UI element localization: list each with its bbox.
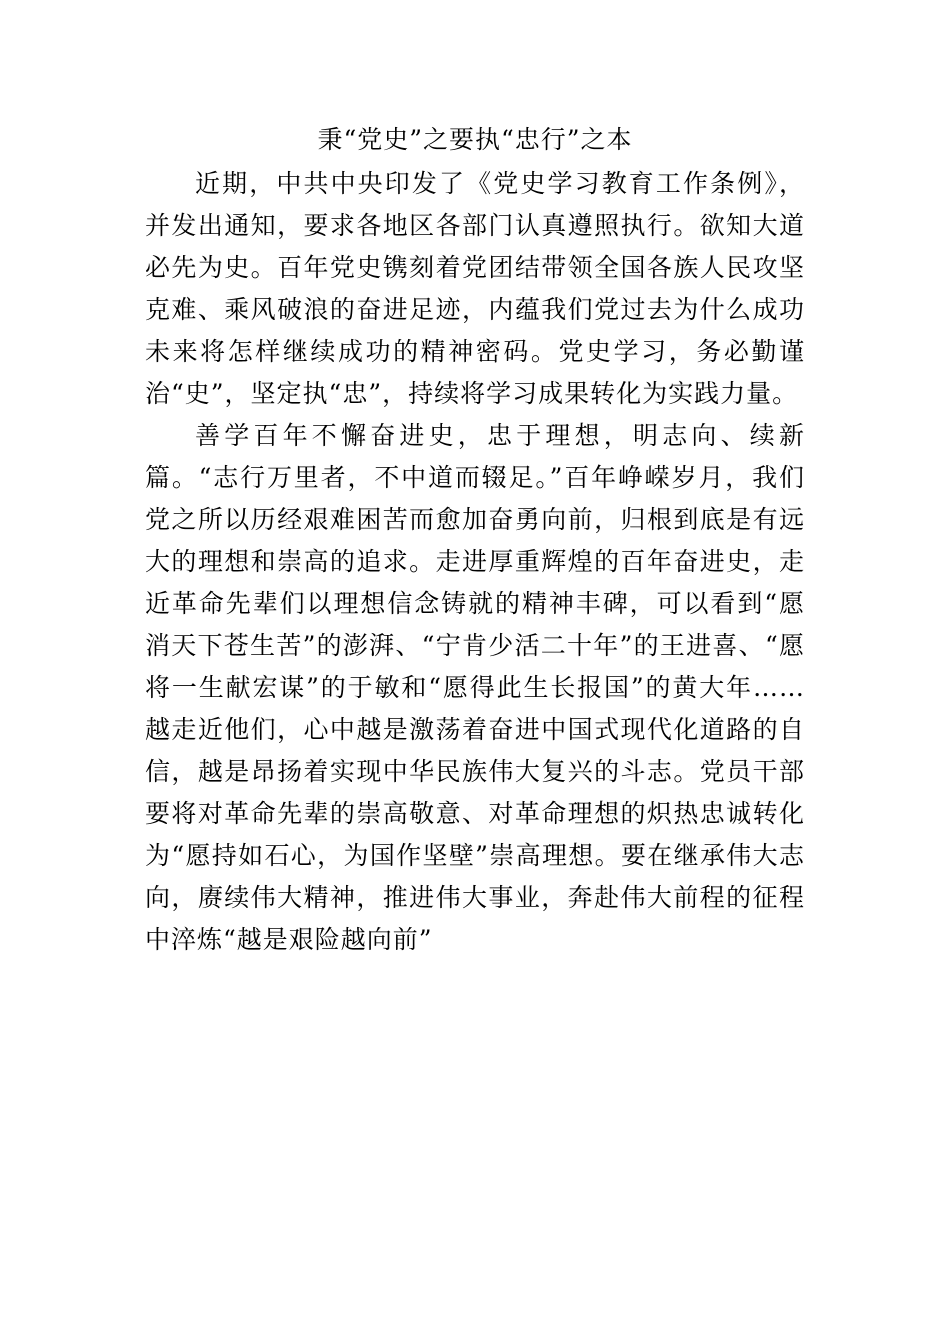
document-body [145, 163, 805, 961]
document-title: 秉“党史”之要执“忠行”之本 [317, 125, 633, 154]
paragraph-2: 善学百年不懈奋进史，忠于理想，明志向、续新篇。“志行万里者，不中道而辍足。”百年峥嵘岁月，我们党之所以历经艰难困苦而愈加奋勇向前，归根到底是有远大的理想和崇高的追求。走进厚重辉煌的百年奋进史，走近革命先辈们以理想信念铸就的精神丰碑，可以看到“愿消天下苍生苦”的澎湃、“宁肯少活二十年”的王进喜、“愿将一生献宏谋”的于敏和“愿得此生长报国”的黄大年……越走近他们，心中越是激荡着奋进中国式现代化道路的自信，越是昂扬着实现中华民族伟大复兴的斗志。党员干部要将对革命先辈的崇高敬意、对革命理想的炽热忠诚转化为“愿持如石心，为国作坚壁”崇高理想。要在继承伟大志向，赓续伟大精神，推进伟大事业，奔赴伟大前程的征程中淬炼“越是艰险越向前” [145, 421, 805, 954]
paragraph-1: 近期，中共中央印发了《党史学习教育工作条例》，并发出通知，要求各地区各部门认真遵照执行。欲知大道必先为史。百年党史镌刻着党团结带领全国各族人民攻坚克难、乘风破浪的奋进足迹，内蕴我们党过去为什么成功未来将怎样继续成功的精神密码。党史学习，务必勤谨治“史”，坚定执“忠”，持续将学习成果转化为实践力量。 [145, 169, 805, 408]
